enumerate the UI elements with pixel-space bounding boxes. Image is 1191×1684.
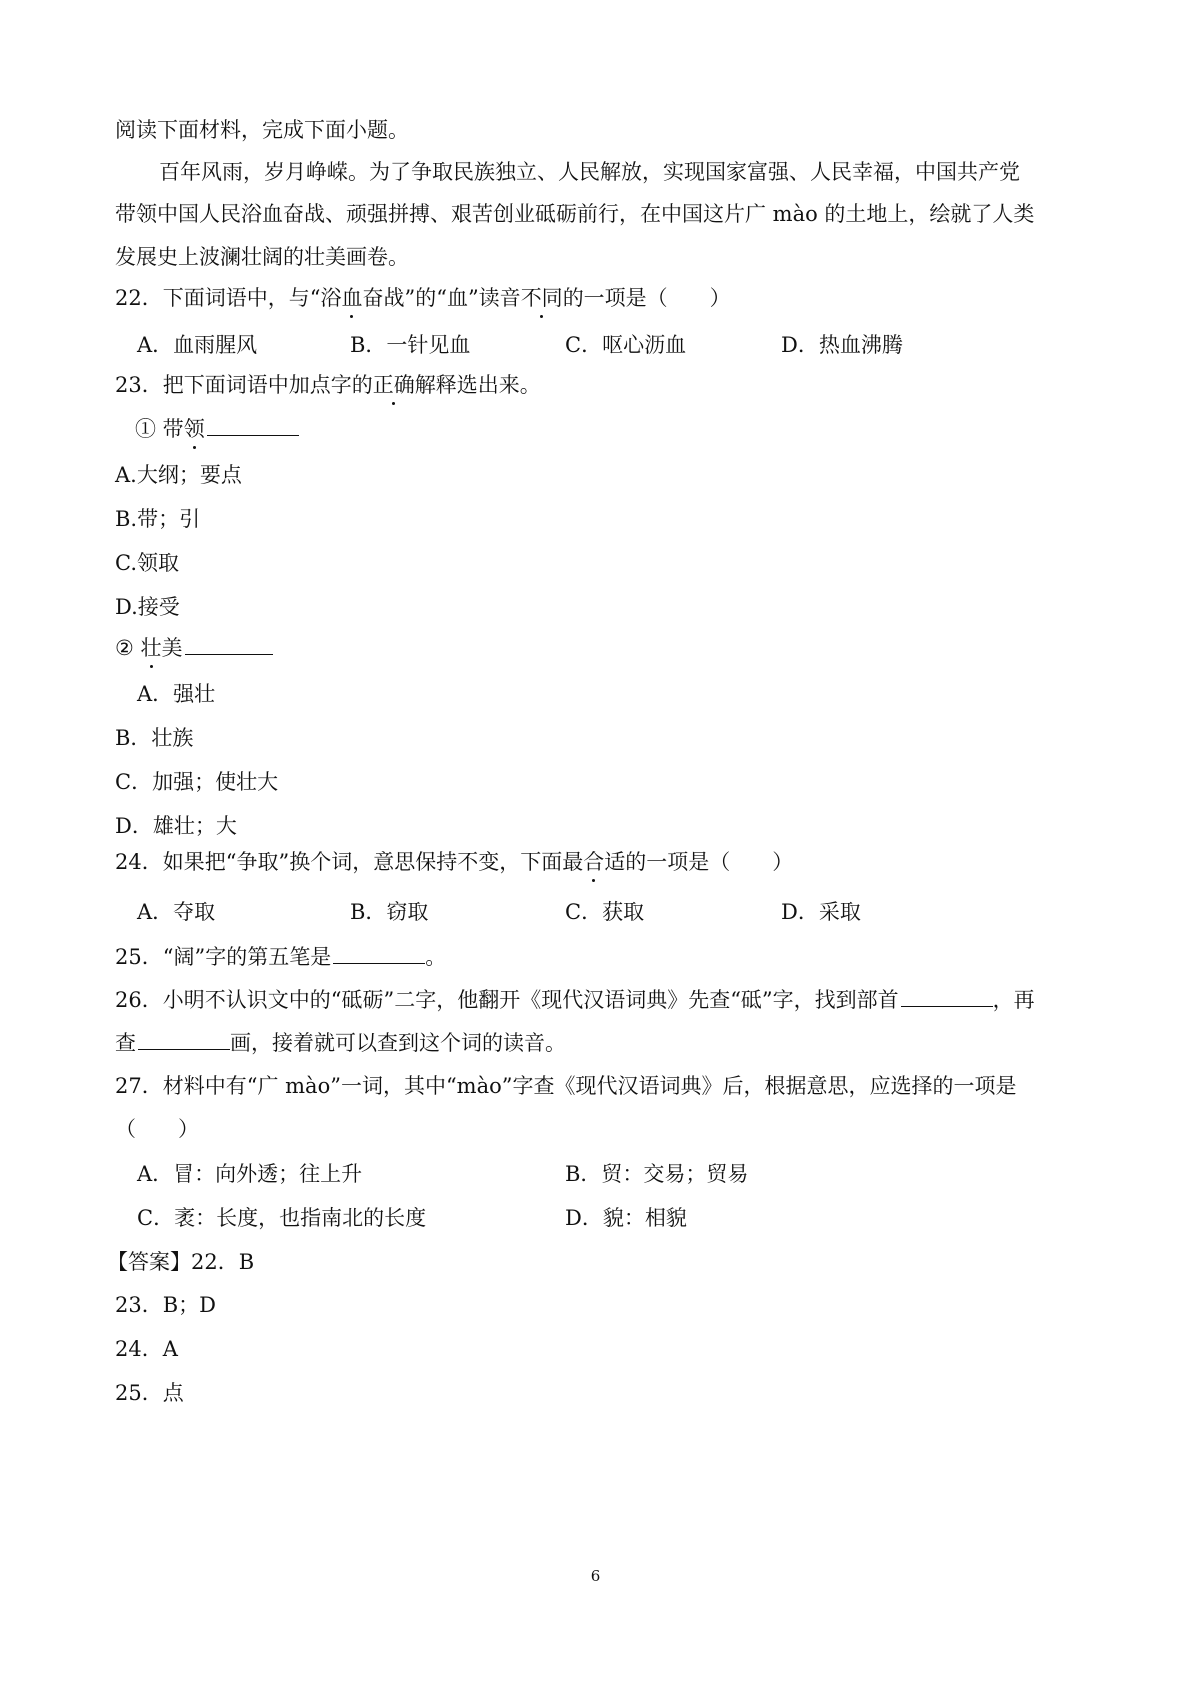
passage-line-2: 带领中国人民浴血奋战、顽强拼搏、艰苦创业砥砺前行，在中国这片广 mào 的土地上，绘就了人类 xyxy=(115,202,1035,226)
intro-text: 阅读下面材料，完成下面小题。 xyxy=(115,118,409,142)
answer-24: 24．A xyxy=(115,1337,178,1361)
question-22: 22．下面词语中，与“浴血奋战”的“血”读音不同的一项是（ ） xyxy=(115,283,731,313)
option-a: A．冒：向外透；往上升 xyxy=(137,1162,363,1186)
answer-blank xyxy=(207,413,299,436)
emphasis-dot-char: 领 xyxy=(184,414,205,444)
q23-1-option-a: A.大纲；要点 xyxy=(115,463,242,487)
answer-blank xyxy=(138,1027,230,1050)
q23-2-option-c: C．加强；使壮大 xyxy=(115,770,279,794)
q23-sub-2: ② 壮美 xyxy=(115,632,273,663)
option-c: C．获取 xyxy=(565,900,645,924)
answer-blank xyxy=(185,632,273,655)
answer-25: 25．点 xyxy=(115,1381,184,1405)
question-24: 24．如果把“争取”换个词，意思保持不变，下面最合适的一项是（ ） xyxy=(115,847,793,877)
option-a: A．血雨腥风 xyxy=(137,333,258,357)
q23-sub-1: ① 带领 xyxy=(135,413,299,444)
option-a: A．夺取 xyxy=(137,900,216,924)
emphasis-dot-char: 壮 xyxy=(141,633,162,663)
option-d: D．貌：相貌 xyxy=(565,1206,687,1230)
q23-1-option-d: D.接受 xyxy=(115,595,180,619)
option-b: B．窃取 xyxy=(350,900,429,924)
emphasis-dot-char: 不同 xyxy=(521,283,563,313)
question-25: 25．“阔”字的第五笔是 。 xyxy=(115,941,446,972)
question-26-line-2: 查 画，接着就可以查到这个词的读音。 xyxy=(115,1027,566,1058)
passage-line-1: 百年风雨，岁月峥嵘。为了争取民族独立、人民解放，实现国家富强、人民幸福，中国共产党 xyxy=(159,160,1020,184)
answer-blank xyxy=(333,941,425,964)
q23-2-option-d: D．雄壮；大 xyxy=(115,814,237,838)
passage-line-3: 发展史上波澜壮阔的壮美画卷。 xyxy=(115,245,409,269)
option-c: C．呕心沥血 xyxy=(565,333,687,357)
emphasis-dot-char: 血 xyxy=(341,283,362,313)
q23-1-option-b: B.带；引 xyxy=(115,507,201,531)
answer-23: 23．B；D xyxy=(115,1293,216,1317)
emphasis-dot-char: 正确 xyxy=(373,370,415,400)
option-b: B．贸：交易；贸易 xyxy=(565,1162,749,1186)
question-27-line-2: （ ） xyxy=(115,1117,199,1141)
option-c: C．袤：长度，也指南北的长度 xyxy=(137,1206,427,1230)
question-27-line-1: 27．材料中有“广 mào”一词，其中“mào”字查《现代汉语词典》后，根据意思，应选择的一项是 xyxy=(115,1074,1017,1098)
option-d: D．热血沸腾 xyxy=(781,333,903,357)
question-26-line-1: 26．小明不认识文中的“砥砺”二字，他翻开《现代汉语词典》先查“砥”字，找到部首 ，再 xyxy=(115,984,1035,1015)
answer-22: 【答案】22．B xyxy=(107,1250,255,1274)
option-b: B．一针见血 xyxy=(350,333,471,357)
q23-1-option-c: C.领取 xyxy=(115,551,179,575)
answer-label: 【答案】 xyxy=(107,1250,191,1274)
answer-blank xyxy=(901,984,993,1007)
emphasis-dot-char: 最合适 xyxy=(562,847,625,877)
page-number: 6 xyxy=(590,1567,601,1585)
q23-2-option-a: A．强壮 xyxy=(137,682,216,706)
q23-2-option-b: B．壮族 xyxy=(115,726,194,750)
question-23: 23．把下面词语中加点字的正确解释选出来。 xyxy=(115,370,541,400)
option-d: D．采取 xyxy=(781,900,861,924)
